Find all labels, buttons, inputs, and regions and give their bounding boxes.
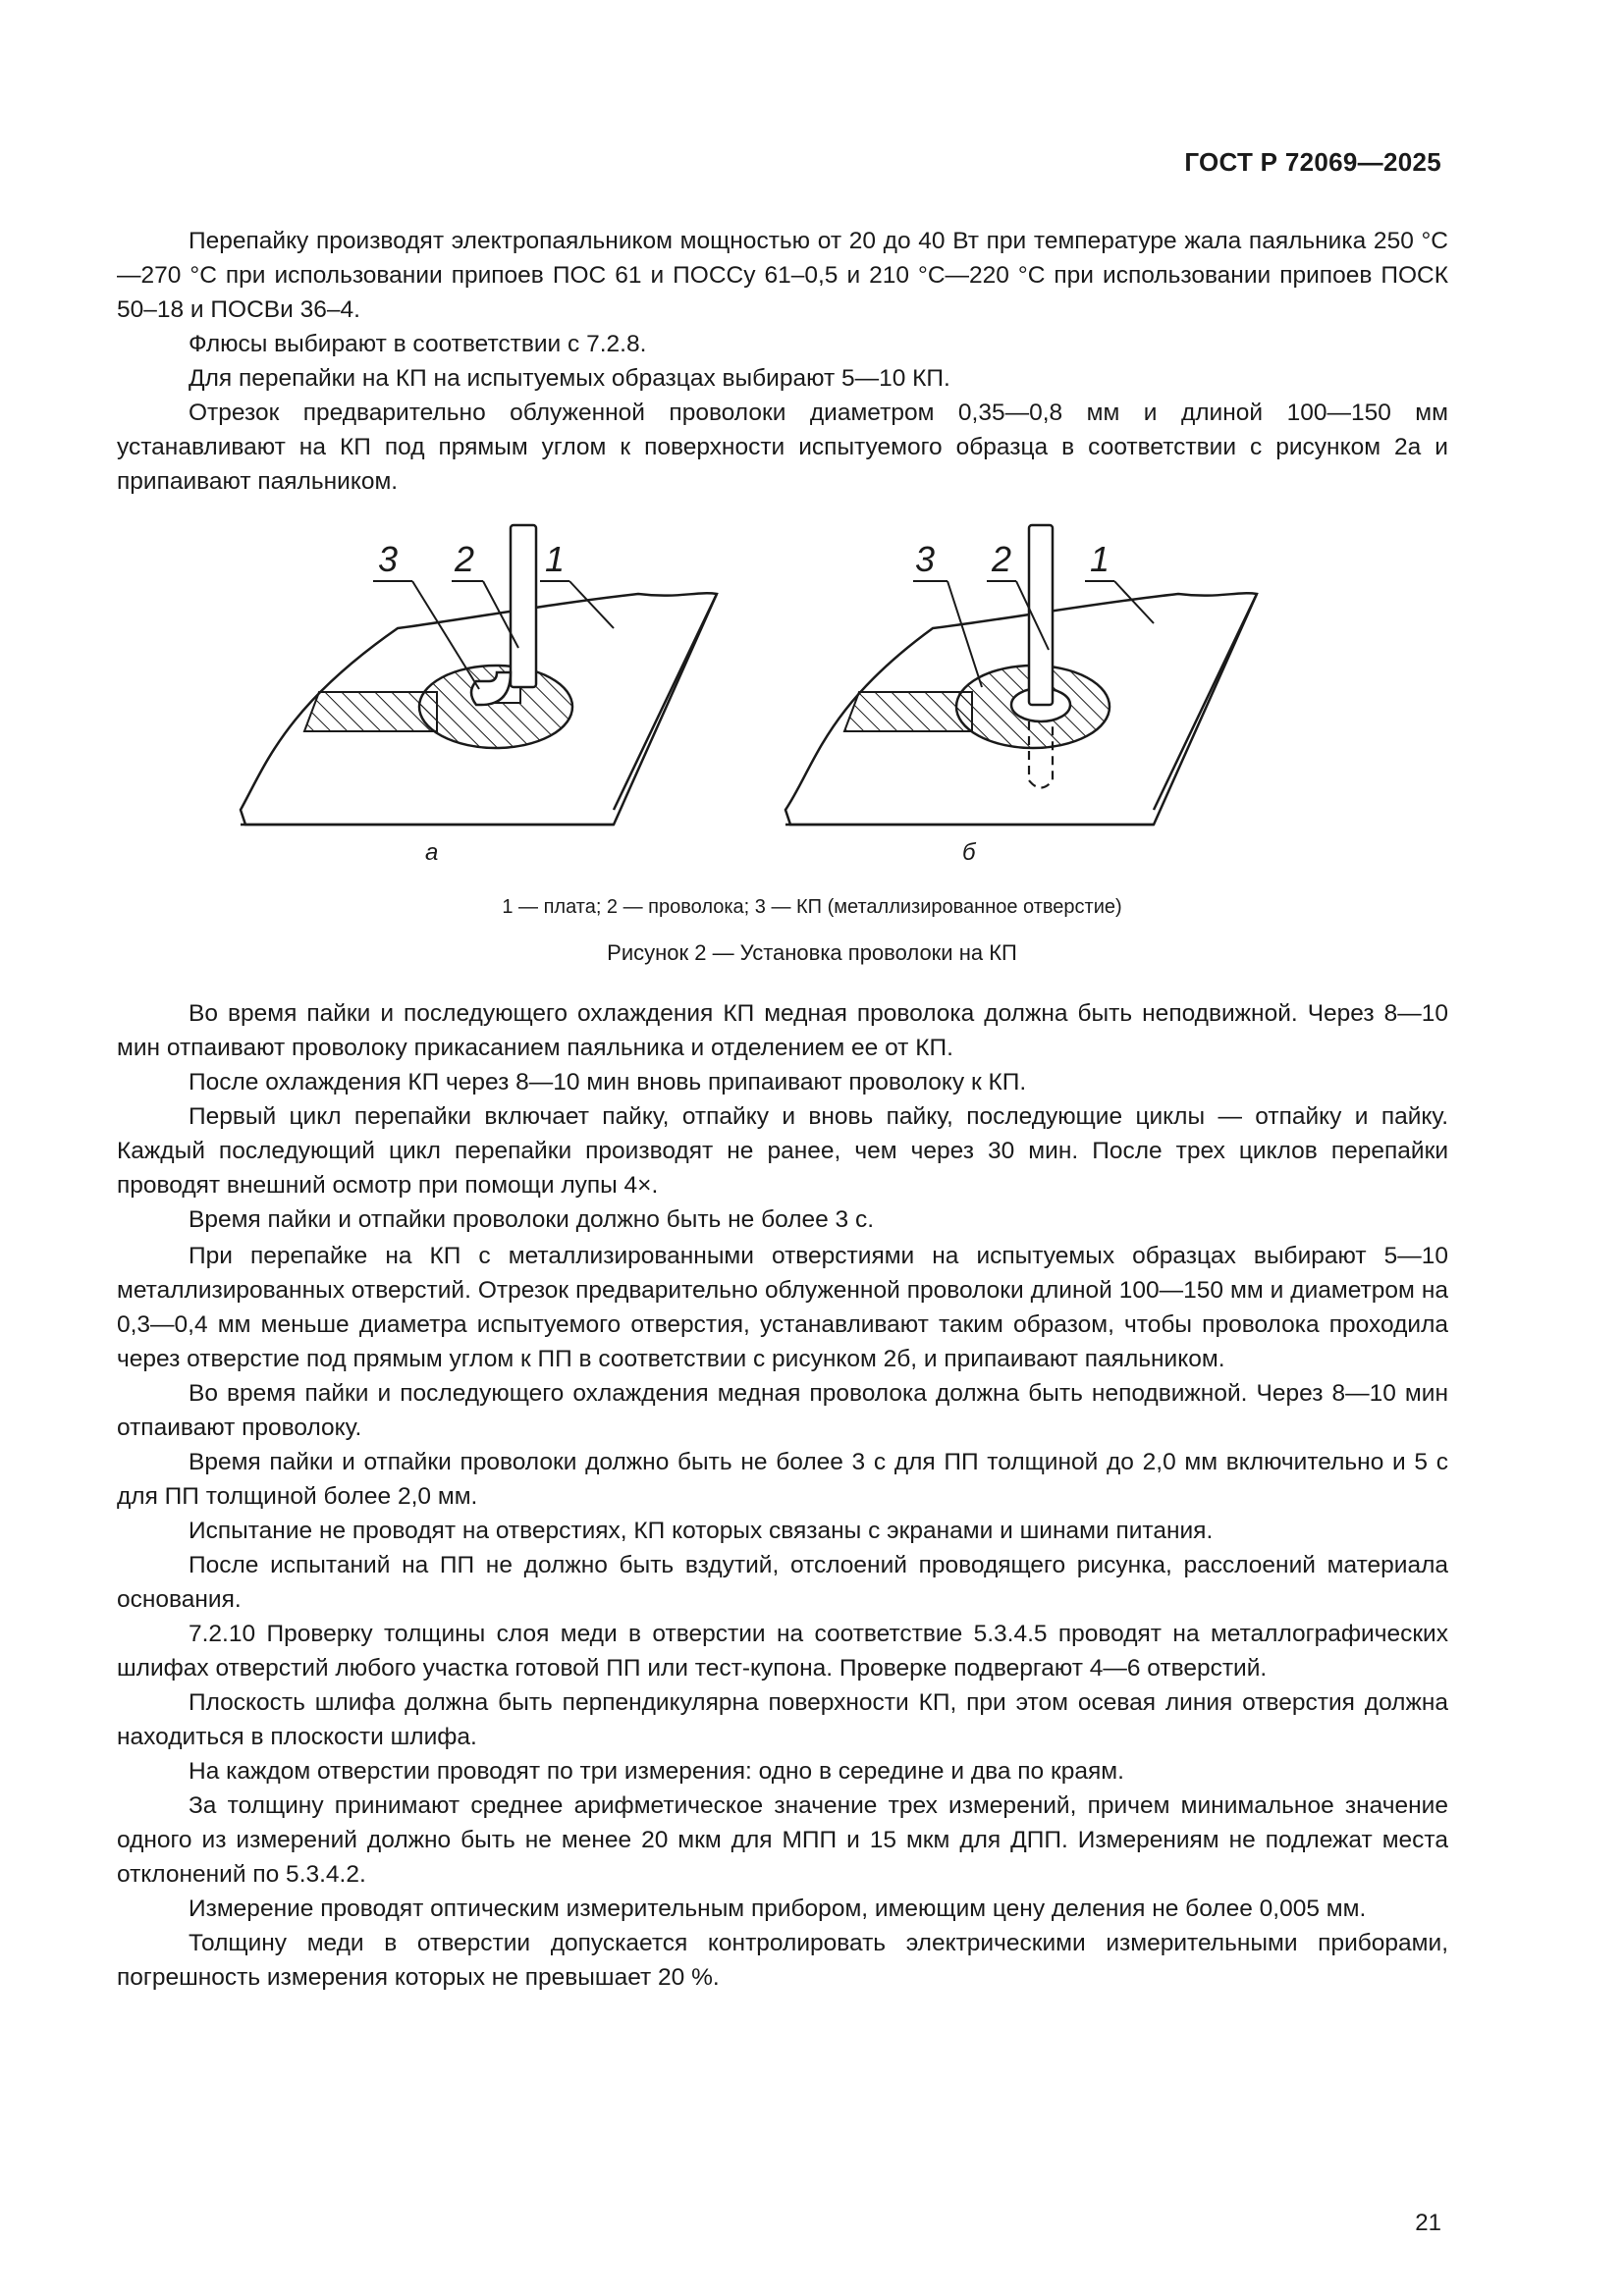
callout-b-2: 2 (992, 539, 1012, 579)
figure-legend: 1 — плата; 2 — проволока; 3 — КП (металлизированное отверстие) (502, 896, 1122, 918)
paragraph: При перепайке на КП с металлизированными отверстиями на испытуемых образцах выбирают 5—10 металлизированных отверстий. Отрезок предварительно облуженной проволоки длиной 100—150 мм и диаметром на 0,3—0,4 мм меньше диаметра испытуемого отверстия, устанавливают таким образом, чтобы проволока проходила через отверстие под прямым углом к ПП в соответствии с рисунком 2б, и припаивают паяльником. (117, 1243, 1448, 1372)
document-code: ГОСТ Р 72069—2025 (1184, 147, 1441, 177)
paragraph: Испытание не проводят на отверстиях, КП которых связаны с экранами и шинами питания. (189, 1518, 1214, 1544)
callout-b-1: 1 (1090, 539, 1110, 579)
paragraph: Во время пайки и последующего охлаждения медная проволока должна быть неподвижной. Через 8—10 мин отпаивают проволоку. (117, 1380, 1448, 1441)
figure-caption: Рисунок 2 — Установка проволоки на КП (607, 940, 1017, 965)
subfigure-label-a: а (425, 839, 439, 866)
trace-b (844, 692, 972, 731)
paragraph: Плоскость шлифа должна быть перпендикулярна поверхности КП, при этом осевая линия отверстия должна находиться в плоскости шлифа. (117, 1689, 1448, 1750)
paragraph: Первый цикл перепайки включает пайку, отпайку и вновь пайку, последующие циклы — отпайку и пайку. Каждый последующий цикл перепайки производят не ранее, чем через 30 мин. После трех циклов перепайки проводят внешний осмотр при помощи лупы 4×. (117, 1103, 1448, 1199)
callout-a-1: 1 (545, 539, 566, 579)
paragraph: Во время пайки и последующего охлаждения КП медная проволока должна быть неподвижной. Через 8—10 мин отпаивают проволоку прикасанием паяльника и отделением ее от КП. (117, 1000, 1448, 1061)
paragraph: Время пайки и отпайки проволоки должно быть не более 3 с. (189, 1206, 875, 1233)
drawing-a (241, 525, 717, 825)
callout-a-3: 3 (378, 539, 399, 579)
top-text-block (117, 224, 1448, 499)
paragraph: После испытаний на ПП не должно быть вздутий, отслоений проводящего рисунка, расслоений материала основания. (117, 1552, 1448, 1613)
paragraph: Перепайку производят электропаяльником мощностью от 20 до 40 Вт при температуре жала паяльника 250 °С—270 °С при использовании припоев ПОС 61 и ПОССу 61–0,5 и 210 °С—220 °С при использовании припоев ПОСК 50–18 и ПОСВи 36–4. (117, 228, 1448, 323)
wire-a-stem (511, 525, 536, 687)
paragraph: Для перепайки на КП на испытуемых образцах выбирают 5—10 КП. (189, 365, 950, 392)
drawing-b (785, 525, 1257, 825)
board-a-right-edge (614, 594, 717, 810)
paragraph: Измерение проводят оптическим измерительным прибором, имеющим цену деления не более 0,005 мм. (189, 1896, 1367, 1922)
wire-installation-drawing (226, 510, 1355, 883)
subfigure-label-b: б (962, 839, 976, 866)
paragraph: 7.2.10 Проверку толщины слоя меди в отверстии на соответствие 5.3.4.5 проводят на металлографических шлифах отверстий любого участка готовой ПП или тест-купона. Проверке подвергают 4—6 отверстий. (117, 1621, 1448, 1682)
callout-b-3: 3 (915, 539, 936, 579)
page-number: 21 (1415, 2210, 1441, 2236)
paragraph: Отрезок предварительно облуженной проволоки диаметром 0,35—0,8 мм и длиной 100—150 мм устанавливают на КП под прямым углом к поверхности испытуемого образца в соответствии с рисунком 2а и припаивают паяльником. (117, 400, 1448, 495)
callout-a-2: 2 (455, 539, 475, 579)
paragraph: Толщину меди в отверстии допускается контролировать электрическими измерительными приборами, погрешность измерения которых не превышает 20 %. (117, 1930, 1448, 1991)
paragraph: На каждом отверстии проводят по три измерения: одно в середине и два по краям. (189, 1758, 1124, 1785)
paragraph: Время пайки и отпайки проволоки должно быть не более 3 с для ПП толщиной до 2,0 мм включительно и 5 с для ПП толщиной более 2,0 мм. (117, 1449, 1448, 1510)
trace-a (304, 692, 437, 731)
board-b-right-edge (1154, 594, 1257, 810)
paragraph: За толщину принимают среднее арифметическое значение трех измерений, причем минимальное значение одного из измерений должно быть не менее 20 мкм для МПП и 15 мкм для ДПП. Измерениям не подлежат места отклонений по 5.3.4.2. (117, 1792, 1448, 1888)
paragraph: Флюсы выбирают в соответствии с 7.2.8. (189, 331, 647, 357)
paragraph: После охлаждения КП через 8—10 мин вновь припаивают проволоку к КП. (189, 1069, 1027, 1095)
bottom-text-block (117, 996, 1448, 1995)
figure-2 (226, 510, 1355, 883)
